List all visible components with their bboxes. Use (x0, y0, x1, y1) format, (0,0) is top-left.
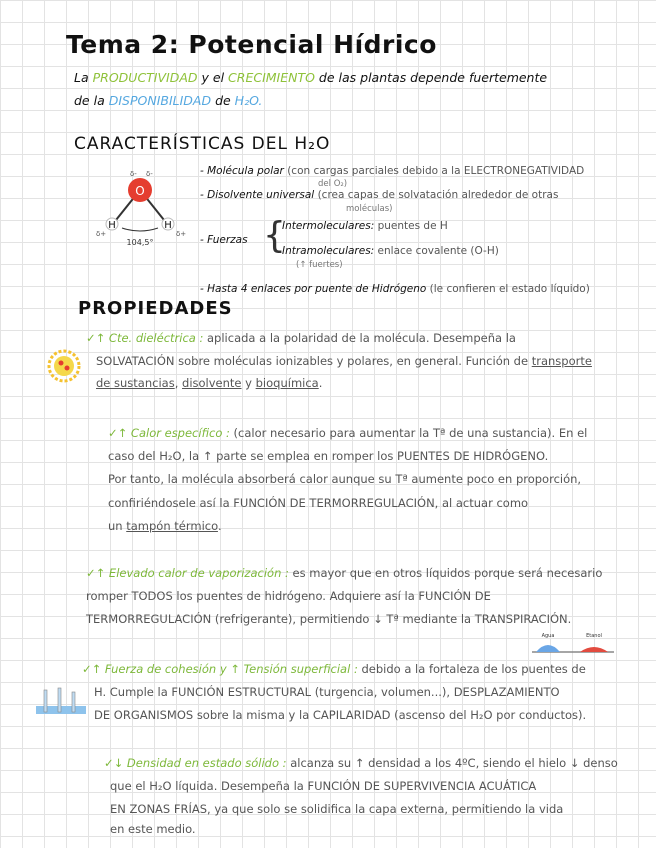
prop1-line1 (86, 331, 516, 345)
charge-h1-label: δ+ (96, 230, 107, 238)
char-item-title: - Disolvente universal (200, 189, 315, 201)
char-item-title: - Hasta 4 enlaces por puente de Hidrógeno (200, 283, 427, 295)
prop-text: (calor necesario para aumentar la Tª de una sustancia). En el (229, 426, 588, 440)
prop2-line1 (108, 426, 587, 440)
charge-o-label: δ- (130, 170, 137, 178)
prop-text: aplicada a la polaridad de la molécula. Desempeña la (203, 331, 516, 345)
prop-text: . (217, 519, 222, 533)
charge-h2-label: δ+ (176, 230, 187, 238)
char-item-hbonds (200, 283, 590, 295)
prop-text: un (108, 519, 127, 533)
atom-h1-label: H (108, 220, 116, 231)
prop4-line1 (82, 662, 586, 676)
prop2-line4: confiriéndosele así la FUNCIÓN DE TERMORREGULACIÓN, al actuar como (108, 496, 529, 510)
prop5-title: ✓↓ Densidad en estado sólido : (104, 756, 287, 770)
char-sub-title: Intramoleculares: (282, 245, 375, 257)
prop3-line1 (86, 566, 602, 580)
char-sub-title: Intermoleculares: (282, 220, 375, 232)
highlight-productividad: PRODUCTIVIDAD (92, 70, 198, 85)
prop-text: . (318, 376, 323, 390)
prop2-line5 (108, 519, 222, 533)
prop-underlined: bioquímica (255, 376, 319, 390)
prop1-line2 (96, 354, 592, 368)
char-item-note-2: del O₂) (318, 179, 348, 189)
char-item-note-2: moléculas) (346, 204, 393, 214)
char-item-note: (con cargas parciales debido a la ELECTRONEGATIVIDAD (283, 165, 585, 177)
prop-underlined: tampón térmico (126, 519, 218, 533)
prop2-line2: caso del H₂O, la ↑ parte se emplea en romper los PUENTES DE HIDRÓGENO. (108, 449, 549, 463)
char-item-title: - Molécula polar (200, 165, 284, 177)
intro-text: de las plantas depende fuertemente (314, 70, 548, 85)
intro-text: de la (74, 93, 109, 108)
char-intermolecular (282, 220, 448, 232)
drops-doodle-icon (530, 630, 616, 656)
prop5-line2: que el H₂O líquida. Desempeña la FUNCIÓN DE SUPERVIVENCIA ACUÁTICA (110, 779, 537, 793)
intro-text: y el (197, 70, 229, 85)
intro-text: La (74, 70, 93, 85)
prop5-line3: EN ZONAS FRÍAS, ya que solo se solidifica la capa externa, permitiendo la vida (110, 802, 564, 816)
prop4-title: ✓↑ Fuerza de cohesión y ↑ Tensión superficial : (82, 662, 358, 676)
highlight-h2o: H₂O. (234, 93, 263, 108)
prop-text: debido a la fortaleza de los puentes de (357, 662, 586, 676)
intro-text: de (211, 93, 235, 108)
prop2-title: ✓↑ Calor específico : (108, 426, 230, 440)
char-item-solvent (200, 189, 558, 201)
page-title: Tema 2: Potencial Hídrico (66, 30, 437, 59)
char-item-note: (crea capas de solvatación alrededor de otras (314, 189, 559, 201)
char-item-title: - Fuerzas (200, 234, 248, 246)
atom-o-label: O (135, 184, 145, 198)
intro-line-2 (74, 93, 262, 108)
char-item-note: (le confieren el estado líquido) (426, 283, 590, 295)
prop1-line3 (96, 376, 322, 390)
characteristics-heading: CARACTERÍSTICAS DEL H₂O (74, 134, 331, 154)
char-intramolecular (282, 245, 499, 257)
highlight-crecimiento: CRECIMIENTO (228, 70, 315, 85)
prop3-line3: TERMORREGULACIÓN (refrigerante), permitiendo ↓ Tª mediante la TRANSPIRACIÓN. (86, 612, 572, 626)
prop-text: es mayor que en otros líquidos porque será necesario (288, 566, 603, 580)
brace-symbol: { (263, 215, 286, 256)
properties-heading: PROPIEDADES (78, 298, 233, 319)
drop-label-water: Agua (541, 633, 555, 639)
charge-o-label-2: δ- (146, 170, 153, 178)
prop5-line4: en este medio. (110, 822, 196, 836)
highlight-disponibilidad: DISPONIBILIDAD (108, 93, 212, 108)
prop2-line3: Por tanto, la molécula absorberá calor aunque su Tª aumente poco en proporción, (108, 472, 582, 486)
atom-h2-label: H (164, 220, 172, 231)
prop-text: SOLVATACIÓN sobre moléculas ionizables y polares, en general. Función de (96, 354, 532, 368)
prop5-line1 (104, 756, 618, 770)
prop-underlined: transporte (531, 354, 592, 368)
char-intramolecular-note: (↑ fuertes) (296, 260, 343, 270)
char-item-forces (200, 234, 248, 246)
capillary-doodle-icon (36, 686, 86, 716)
prop3-title: ✓↑ Elevado calor de vaporización : (86, 566, 289, 580)
prop-text: alcanza su ↑ densidad a los 4ºC, siendo el hielo ↓ denso (286, 756, 618, 770)
prop1-title: ✓↑ Cte. dieléctrica : (86, 331, 204, 345)
char-sub-note: enlace covalente (O-H) (374, 245, 499, 257)
angle-arc (122, 228, 158, 231)
prop-underlined: de sustancias (96, 376, 175, 390)
char-sub-note: puentes de H (374, 220, 448, 232)
prop4-line3: DE ORGANISMOS sobre la misma y la CAPILARIDAD (ascenso del H₂O por conductos). (94, 708, 587, 722)
prop4-line2: H. Cumple la FUNCIÓN ESTRUCTURAL (turgencia, volumen...), DESPLAZAMIENTO (94, 685, 560, 699)
prop-text: y (241, 376, 256, 390)
water-molecule-diagram (86, 168, 198, 250)
char-item-polar (200, 165, 584, 177)
prop3-line2: romper TODOS los puentes de hidrógeno. Adquiere así la FUNCIÓN DE (86, 589, 491, 603)
angle-label: 104,5° (126, 238, 154, 247)
drop-label-ethanol: Etanol (586, 633, 602, 639)
solvation-doodle-icon (44, 346, 84, 386)
intro-line-1 (74, 70, 547, 85)
prop-underlined: disolvente (182, 376, 242, 390)
prop-text: , (174, 376, 183, 390)
